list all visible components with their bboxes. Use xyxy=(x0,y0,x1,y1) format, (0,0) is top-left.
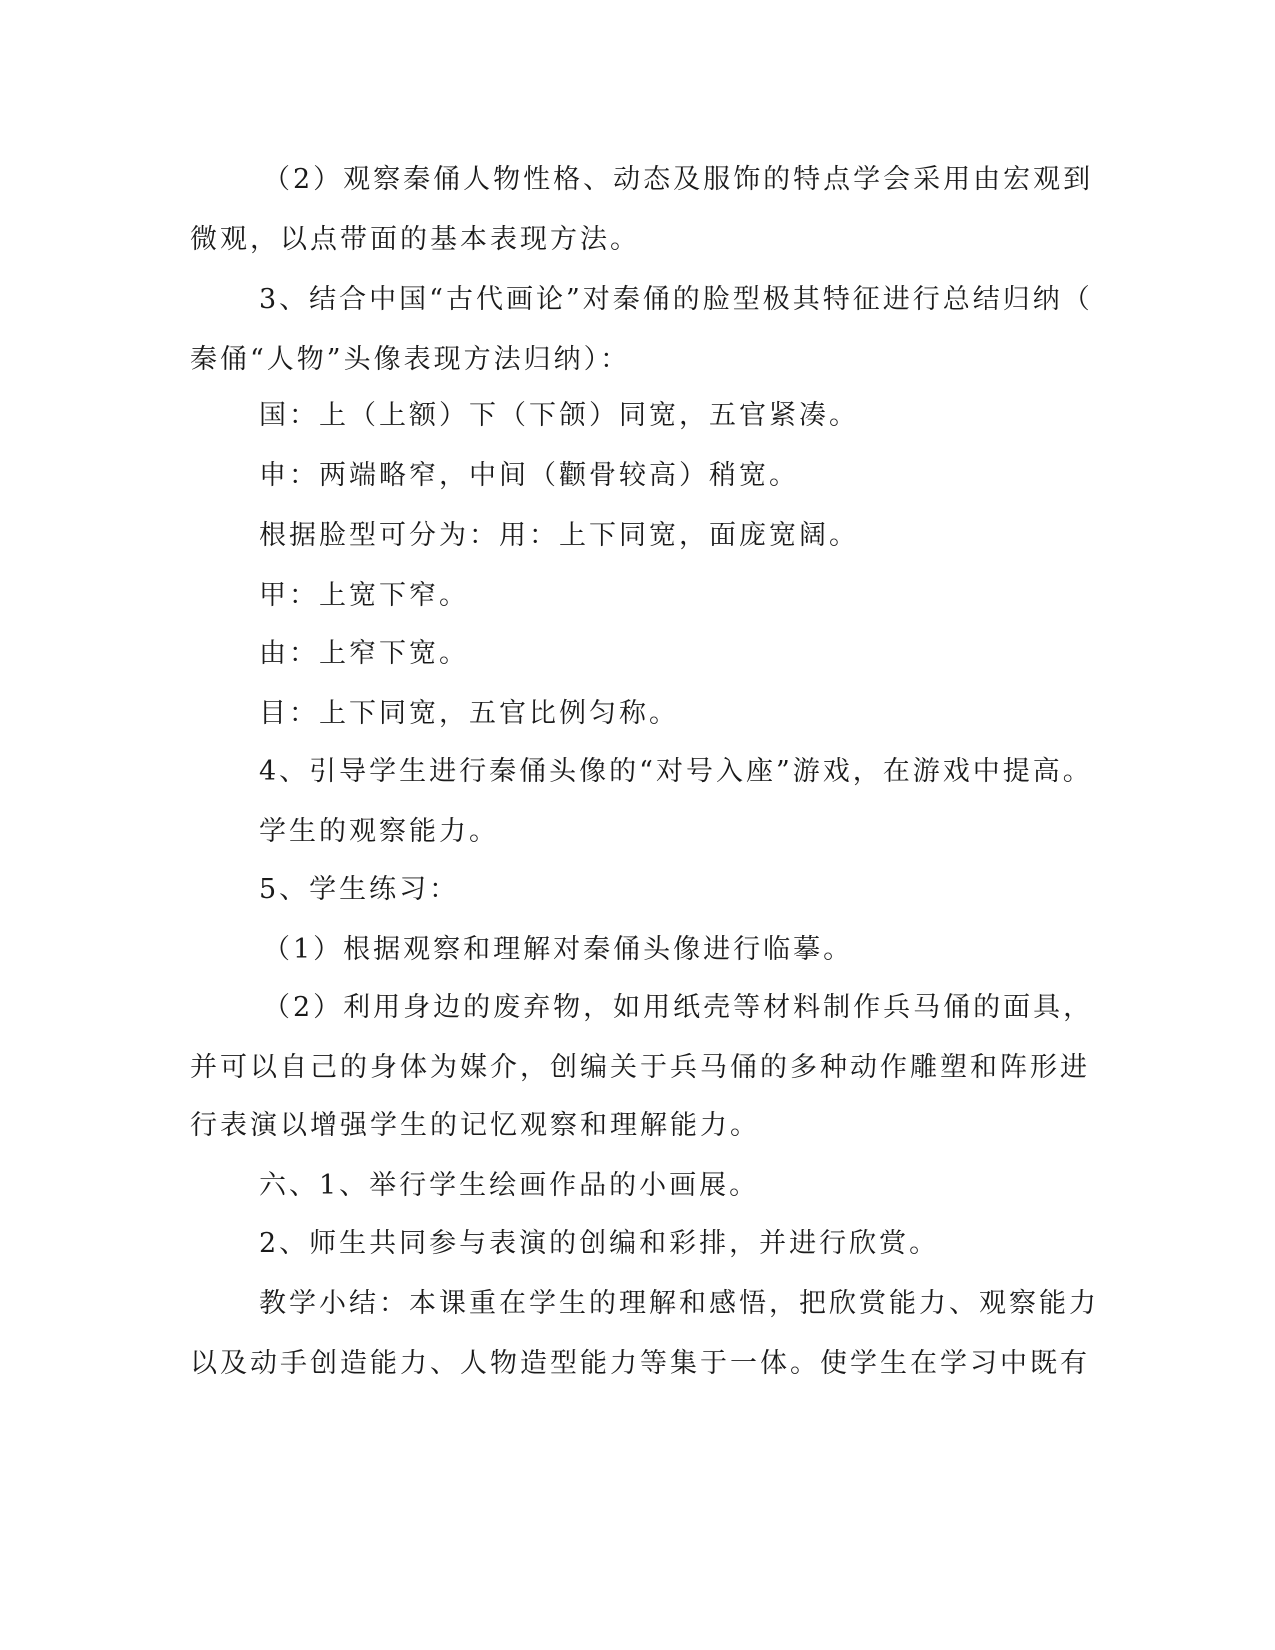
text-line: 目：上下同宽，五官比例匀称。 xyxy=(259,698,679,729)
text-line: 以及动手创造能力、人物造型能力等集于一体。使学生在学习中既有 xyxy=(190,1348,1090,1379)
text-line: 秦俑“人物”头像表现方法归纳）： xyxy=(190,344,631,375)
text-line: 行表演以增强学生的记忆观察和理解能力。 xyxy=(190,1110,760,1141)
text-line: 六、1、举行学生绘画作品的小画展。 xyxy=(259,1170,760,1201)
text-line: 甲：上宽下窄。 xyxy=(259,580,469,611)
text-line: 并可以自己的身体为媒介，创编关于兵马俑的多种动作雕塑和阵形进 xyxy=(190,1052,1090,1083)
text-line: 申：两端略窄，中间（颧骨较高）稍宽。 xyxy=(259,460,799,491)
text-line: （2）观察秦俑人物性格、动态及服饰的特点学会采用由宏观到 xyxy=(263,164,1094,195)
text-line: 3、结合中国“古代画论”对秦俑的脸型极其特征进行总结归纳（ xyxy=(259,284,1093,315)
text-line: 国：上（上额）下（下颌）同宽，五官紧凑。 xyxy=(259,400,859,431)
text-line: 5、学生练习： xyxy=(259,874,460,905)
text-line: 由：上窄下宽。 xyxy=(259,638,469,669)
text-line: 根据脸型可分为：用：上下同宽，面庞宽阔。 xyxy=(259,520,859,551)
text-line: （2）利用身边的废弃物，如用纸壳等材料制作兵马俑的面具， xyxy=(263,992,1094,1023)
text-line: 学生的观察能力。 xyxy=(259,816,499,847)
text-line: 4、引导学生进行秦俑头像的“对号入座”游戏，在游戏中提高。 xyxy=(259,756,1093,787)
text-line: 2、师生共同参与表演的创编和彩排，并进行欣赏。 xyxy=(259,1228,940,1259)
text-line: 微观，以点带面的基本表现方法。 xyxy=(190,224,640,255)
text-line: 教学小结：本课重在学生的理解和感悟，把欣赏能力、观察能力 xyxy=(259,1288,1099,1319)
text-line: （1）根据观察和理解对秦俑头像进行临摹。 xyxy=(263,934,854,965)
